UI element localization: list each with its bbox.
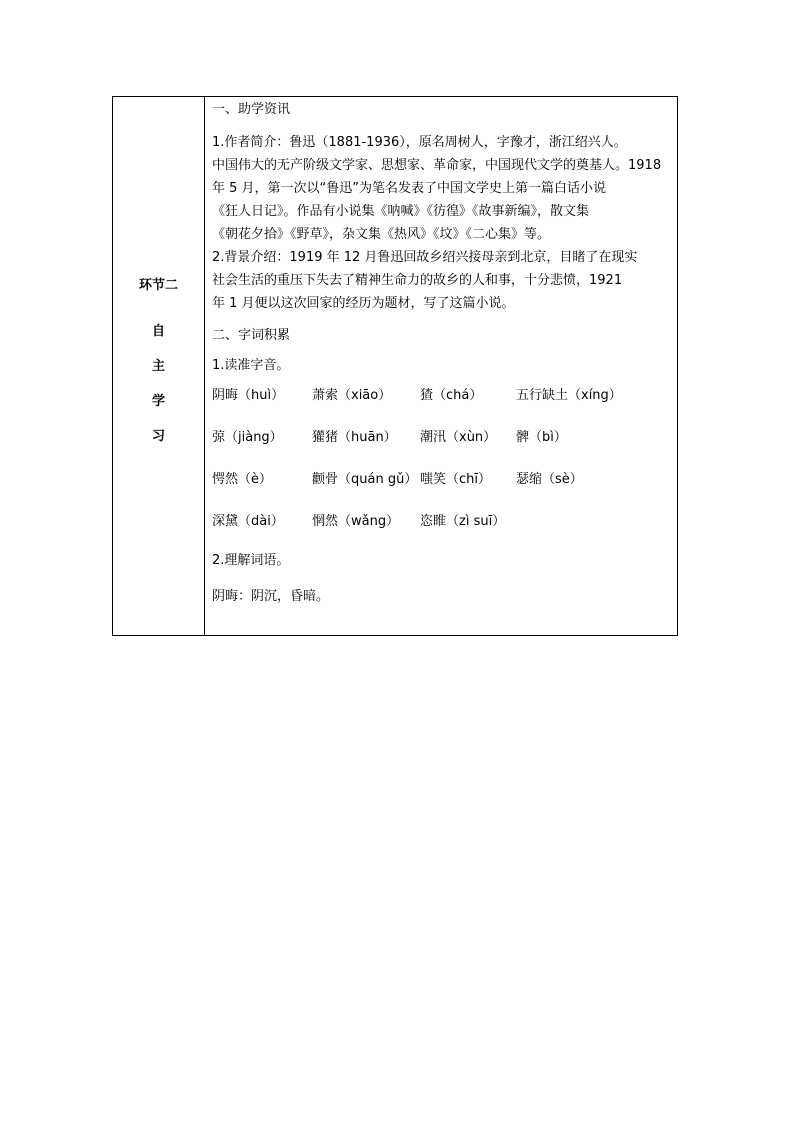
section-heading-info: 一、助学资讯 — [212, 102, 291, 117]
lesson-table — [112, 96, 678, 636]
pronunciation-row — [212, 513, 677, 531]
content-cell — [205, 97, 677, 635]
stage-title: 环节二 — [138, 277, 178, 293]
pronunciation-item: 髀（bì） — [516, 430, 567, 445]
stage-char-4: 习 — [151, 428, 165, 444]
pronunciation-row — [212, 429, 677, 447]
pronunciation-item: 猹（chá） — [420, 388, 483, 403]
author-intro-line: 中国伟大的无产阶级文学家、思想家、革命家，中国现代文学的奠基人。1918 — [212, 158, 662, 173]
definition-item: 阴晦：阴沉，昏暗。 — [212, 589, 330, 604]
pronunciation-item: 恣睢（zì suī） — [420, 514, 506, 529]
stage-char-1: 自 — [151, 323, 165, 339]
author-intro-line: 《狂人日记》。作品有小说集《呐喊》《彷徨》《故事新编》，散文集 — [212, 204, 590, 219]
author-intro — [212, 131, 677, 246]
pronunciation-item: 愕然（è） — [212, 472, 272, 487]
background-intro — [212, 246, 677, 315]
pronunciation-row — [212, 471, 677, 489]
pronunciation-item: 潮汛（xùn） — [420, 430, 497, 445]
pronunciation-item: 瑟缩（sè） — [516, 472, 583, 487]
pronunciation-item: 獾猪（huān） — [312, 430, 397, 445]
pronunciation-item: 弶（jiàng） — [212, 430, 283, 445]
author-intro-line: 《朝花夕拾》《野草》，杂文集《热风》《坟》《二心集》等。 — [212, 227, 551, 242]
pronunciation-item: 嗤笑（chī） — [420, 472, 491, 487]
background-line: 社会生活的重压下失去了精神生命力的故乡的人和事，十分悲愤，1921 — [212, 273, 623, 288]
background-line: 2.背景介绍：1919 年 12 月鲁迅回故乡绍兴接母亲到北京，目睹了在现实 — [212, 250, 638, 265]
stage-label-cell — [113, 97, 205, 635]
stage-char-2: 主 — [151, 358, 165, 374]
pronunciation-item: 五行缺土（xíng） — [516, 388, 622, 403]
author-intro-line: 1.作者简介：鲁迅（1881-1936），原名周树人，字豫才，浙江绍兴人。 — [212, 135, 627, 150]
pronunciation-item: 颧骨（quán gǔ） — [312, 472, 418, 487]
pronunciation-item: 阴晦（huì） — [212, 388, 285, 403]
definitions-heading: 2.理解词语。 — [212, 553, 290, 568]
pronunciation-item: 惘然（wǎng） — [312, 514, 400, 529]
section-heading-vocab: 二、字词积累 — [212, 328, 291, 343]
pronunciation-heading: 1.读准字音。 — [212, 358, 290, 373]
pronunciation-row — [212, 387, 677, 405]
pronunciation-item: 萧索（xiāo） — [312, 388, 392, 403]
author-intro-line: 年 5 月，第一次以“鲁迅”为笔名发表了中国文学史上第一篇白话小说 — [212, 181, 607, 196]
pronunciation-item: 深黛（dài） — [212, 514, 284, 529]
stage-char-3: 学 — [151, 393, 165, 409]
background-line: 年 1 月便以这次回家的经历为题材，写了这篇小说。 — [212, 296, 515, 311]
